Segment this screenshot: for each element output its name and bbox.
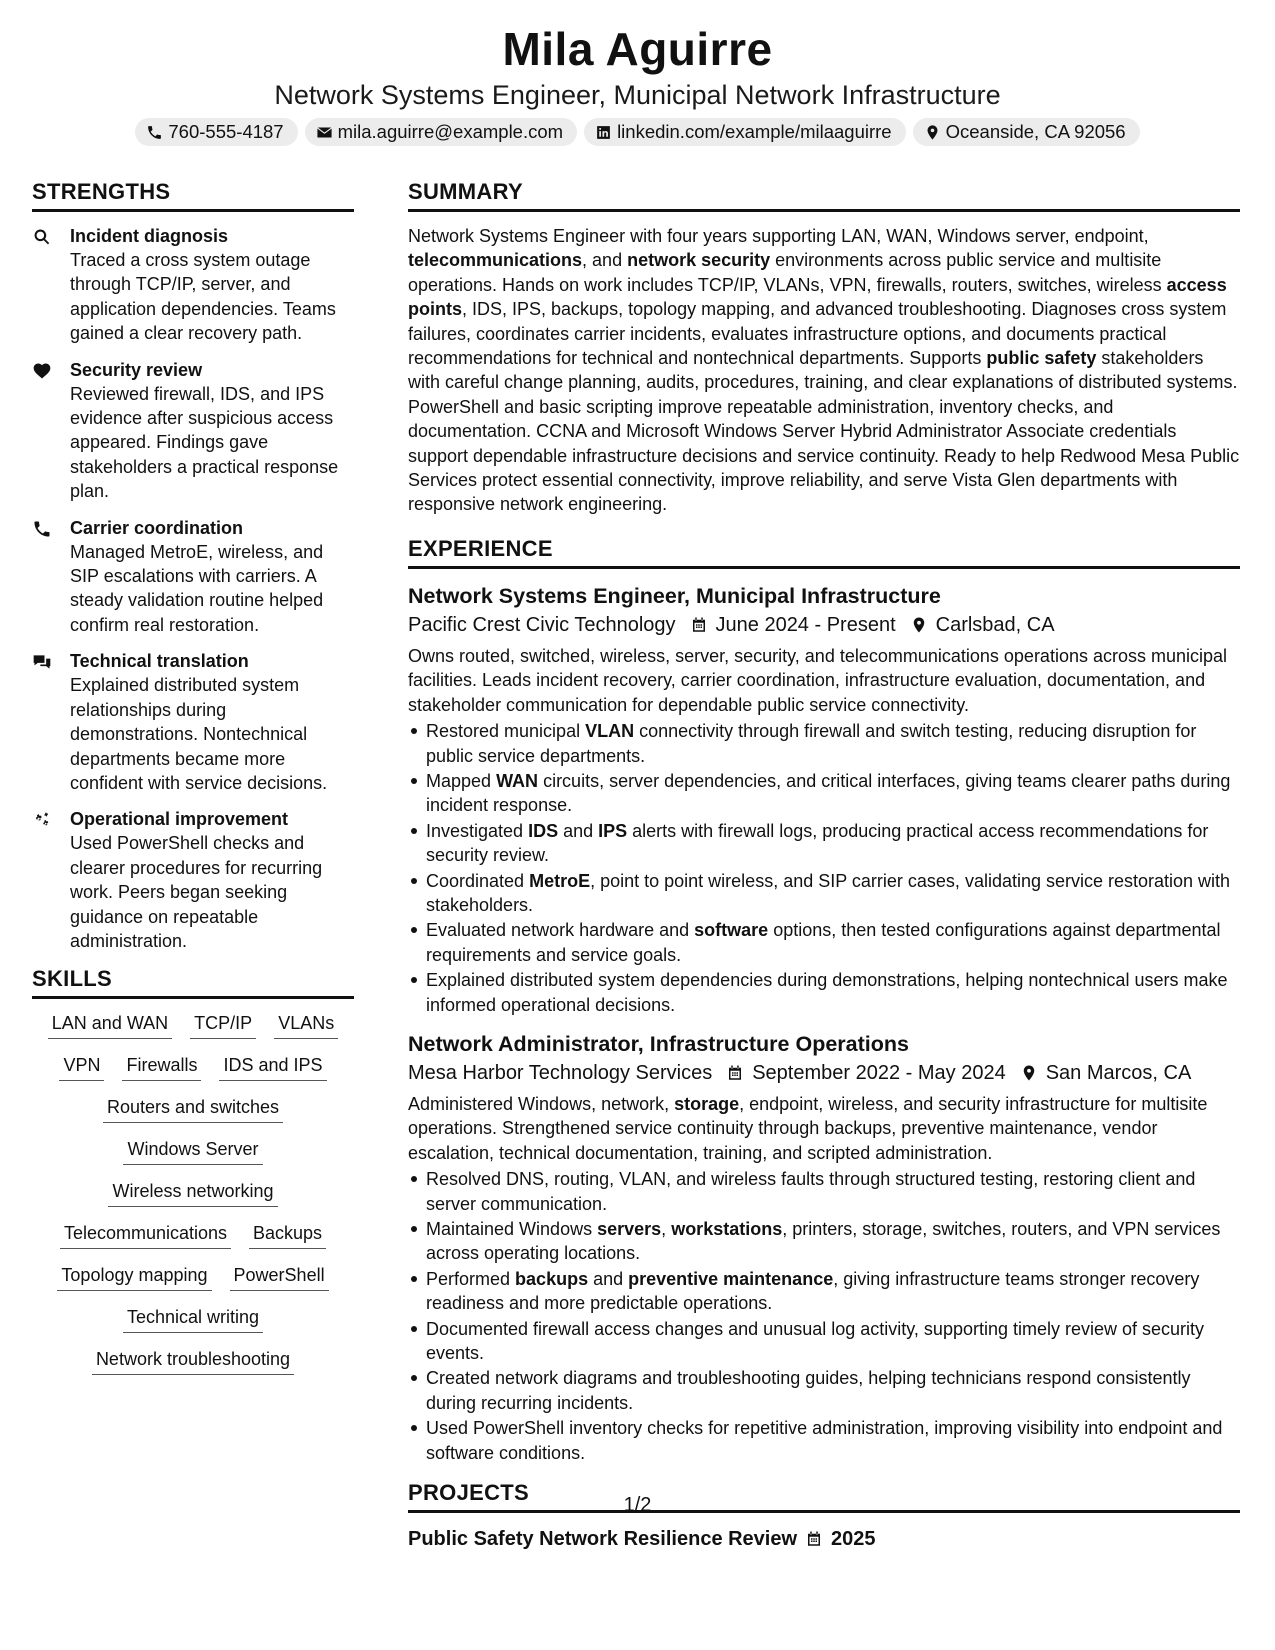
text-segment: , IDS, IPS, backups, topology mapping, and advanced troubleshooting. Diagnoses cross system failures, coordinates carrier incidents, evaluates infrastructure options, and documents practical recommendations for technical and nontechnical departments. Supports <box>408 299 1227 369</box>
text-segment: alerts with firewall logs, producing practical access recommendations for security review. <box>426 820 1209 866</box>
skill-tag: Telecommunications <box>60 1221 231 1249</box>
skill-row <box>32 1305 354 1333</box>
text-segment: Performed <box>426 1268 516 1289</box>
skill-tag: Technical writing <box>123 1305 263 1333</box>
skills-heading: SKILLS <box>32 965 354 999</box>
skill-row <box>32 1263 354 1291</box>
candidate-title: Network Systems Engineer, Municipal Network Infrastructure <box>274 80 1001 110</box>
job-title: Network Administrator, Infrastructure Operations <box>408 1031 909 1056</box>
bold-keyword: network security <box>627 250 771 271</box>
strengths-heading: STRENGTHS <box>32 178 354 212</box>
calendar-icon <box>805 1530 823 1548</box>
bullet-item <box>408 1267 1240 1316</box>
strength-item <box>32 807 354 953</box>
bold-keyword: IPS <box>598 820 628 841</box>
bullet-item <box>408 719 1240 768</box>
strength-desc: Managed MetroE, wireless, and SIP escalations with carriers. A steady validation routine helped confirm real restoration. <box>70 541 324 635</box>
bold-keyword: WAN <box>496 770 539 791</box>
skill-row <box>32 1137 354 1165</box>
bullet-item <box>408 869 1240 918</box>
strength-title: Security review <box>70 359 203 380</box>
strength-title: Operational improvement <box>70 809 289 830</box>
text-segment: Maintained Windows <box>426 1219 598 1239</box>
text-segment: stakeholders with careful change planning, audits, procedures, training, and clear explanations of distributed systems. PowerShell and basic scripting improve repeatable administration, inventory checks, and documentation. CCNA and Microsoft Windows Server Hybrid Administrator Associate credentials support dependable infrastructure decisions and service continuity. Ready to help Redwood Mesa Public Services protect essential connectivity, improve reliability, and serve Vista Glen departments with responsive network engineering. <box>408 348 1240 515</box>
text-segment: environments across public service and multisite operations. Hands on work includes TCP/IP, VLANs, VPN, firewalls, routers, switches, wireless <box>408 250 1167 295</box>
summary-text <box>408 224 1240 517</box>
skill-tag: Windows Server <box>123 1137 262 1165</box>
job-dates-wrap <box>690 611 896 639</box>
right-column <box>408 178 1240 1553</box>
location-icon <box>910 616 928 634</box>
strength-item <box>32 516 354 638</box>
experience-list <box>408 581 1240 1465</box>
bold-keyword: workstations <box>671 1219 783 1239</box>
skill-tag: VLANs <box>274 1011 338 1039</box>
email-icon <box>316 124 333 141</box>
bold-keyword: preventive maintenance <box>628 1268 834 1289</box>
text-segment: Coordinated <box>426 870 530 891</box>
text-segment: Owns routed, switched, wireless, server, security, and telecommunications operations across municipal facilities. Leads incident recovery, carrier coordination, infrastructure evaluation, documentation, and stakeholder communication for dependable public service connectivity. <box>408 645 1228 715</box>
skill-tag: TCP/IP <box>190 1011 256 1039</box>
text-segment: Network Systems Engineer with four years supporting LAN, WAN, Windows server, endpoint, <box>408 226 1149 246</box>
bullet-item <box>408 1167 1240 1216</box>
text-segment: , point to point wireless, and SIP carrier cases, validating service restoration with stakeholders. <box>426 870 1231 915</box>
bold-keyword: public safety <box>986 348 1097 369</box>
job-bullets <box>408 719 1240 1017</box>
candidate-name: Mila Aguirre <box>502 23 773 75</box>
job-location-wrap <box>910 611 1055 639</box>
contact-email[interactable] <box>305 118 577 146</box>
skills-list <box>32 1011 354 1375</box>
contact-bar <box>0 118 1275 146</box>
skill-row <box>32 1053 354 1081</box>
job-intro <box>408 1092 1240 1165</box>
skill-tag: Routers and switches <box>103 1095 283 1123</box>
text-segment: Documented firewall access changes and unusual log activity, supporting timely review of security events. <box>426 1318 1205 1364</box>
skill-row <box>32 1095 354 1123</box>
job-location: Carlsbad, CA <box>935 613 1055 636</box>
skill-tag: LAN and WAN <box>48 1011 172 1039</box>
bullet-item <box>408 1217 1240 1266</box>
bullet-item <box>408 968 1240 1017</box>
contact-location <box>913 118 1140 146</box>
contact-email-text: mila.aguirre@example.com <box>337 121 564 142</box>
projects-heading: PROJECTS <box>408 1479 1240 1513</box>
text-segment: Explained distributed system dependencies during demonstrations, helping nontechnical users make informed operational decisions. <box>426 970 1228 1015</box>
text-segment: Resolved DNS, routing, VLAN, and wireless faults through structured testing, restoring client and server communication. <box>426 1169 1196 1214</box>
skill-row <box>32 1221 354 1249</box>
job-company: Pacific Crest Civic Technology <box>408 613 676 636</box>
skill-row <box>32 1347 354 1375</box>
text-segment: Investigated <box>426 820 529 841</box>
contact-linkedin-text: linkedin.com/example/milaaguirre <box>617 121 892 142</box>
project-title: Public Safety Network Resilience Review <box>408 1528 798 1551</box>
job-dates-wrap <box>726 1059 1006 1087</box>
strength-item <box>32 224 354 346</box>
location-icon <box>1020 1064 1038 1082</box>
text-segment: Restored municipal <box>426 721 586 742</box>
contact-phone-text: 760-555-4187 <box>168 121 284 142</box>
text-segment: , and <box>582 250 628 271</box>
contact-location-text: Oceanside, CA 92056 <box>945 121 1126 142</box>
bold-keyword: storage <box>674 1093 740 1114</box>
bold-keyword: VLAN <box>585 721 635 742</box>
project-item <box>408 1525 1240 1553</box>
skill-row <box>32 1011 354 1039</box>
strength-title: Carrier coordination <box>70 517 244 538</box>
bullet-item <box>408 1366 1240 1415</box>
location-icon <box>924 124 941 141</box>
job-location: San Marcos, CA <box>1045 1061 1192 1084</box>
bold-keyword: MetroE <box>529 870 591 891</box>
calendar-icon <box>690 616 708 634</box>
strength-item <box>32 358 354 504</box>
job-dates: June 2024 - Present <box>715 613 896 636</box>
job-title: Network Systems Engineer, Municipal Infrastructure <box>408 583 941 608</box>
bold-keyword: access points <box>408 274 1227 320</box>
experience-heading: EXPERIENCE <box>408 535 1240 569</box>
text-segment: Used PowerShell inventory checks for repetitive administration, improving visibility into endpoint and software conditions. <box>426 1418 1223 1463</box>
text-segment: connectivity through firewall and switch testing, reducing disruption for public service departments. <box>426 721 1197 766</box>
text-segment: , giving infrastructure teams stronger recovery readiness and more predictable operations. <box>426 1268 1200 1314</box>
job-dates: September 2022 - May 2024 <box>752 1061 1006 1084</box>
contact-phone[interactable] <box>135 118 297 146</box>
job-entry <box>408 1029 1240 1465</box>
resume-header <box>0 22 1275 146</box>
phone-icon <box>32 519 52 539</box>
summary-heading: SUMMARY <box>408 178 1240 212</box>
text-segment: options, then tested configurations against departmental requirements and service goals. <box>426 920 1221 965</box>
job-intro <box>408 644 1240 717</box>
bold-keyword: servers <box>597 1219 662 1239</box>
bullet-item <box>408 1416 1240 1465</box>
gears-icon <box>32 810 52 830</box>
heart-icon <box>32 361 52 381</box>
text-segment: Created network diagrams and troubleshooting guides, helping technicians respond consistently during recurring incidents. <box>426 1368 1191 1413</box>
search-icon <box>32 227 52 247</box>
bullet-item <box>408 769 1240 818</box>
bold-keyword: software <box>694 920 769 941</box>
bullet-item <box>408 1317 1240 1366</box>
linkedin-icon <box>595 124 612 141</box>
text-segment: , printers, storage, switches, routers, and VPN services across operating locations. <box>426 1219 1221 1264</box>
skill-row <box>32 1179 354 1207</box>
job-meta <box>408 1059 1240 1087</box>
skill-tag: VPN <box>59 1053 104 1081</box>
skill-tag: Wireless networking <box>108 1179 277 1207</box>
text-segment: Evaluated network hardware and <box>426 920 695 941</box>
contact-linkedin[interactable] <box>584 118 906 146</box>
text-segment: and <box>588 1268 629 1289</box>
strength-desc: Reviewed firewall, IDS, and IPS evidence after suspicious access appeared. Findings gave stakeholders a practical response plan. <box>70 383 339 502</box>
left-column <box>32 178 354 1389</box>
bold-keyword: backups <box>515 1268 589 1289</box>
text-segment: Administered Windows, network, <box>408 1093 675 1114</box>
job-meta <box>408 611 1240 639</box>
strength-desc: Traced a cross system outage through TCP/IP, server, and application dependencies. Teams gained a clear recovery path. <box>70 250 336 344</box>
comments-icon <box>32 652 52 672</box>
bullet-item <box>408 819 1240 868</box>
bold-keyword: telecommunications <box>408 250 583 271</box>
job-entry <box>408 581 1240 1017</box>
job-company: Mesa Harbor Technology Services <box>408 1061 713 1084</box>
skill-tag: Backups <box>249 1221 326 1249</box>
text-segment: and <box>558 820 599 841</box>
job-location-wrap <box>1020 1059 1192 1087</box>
bullet-item <box>408 918 1240 967</box>
text-segment: , endpoint, wireless, and security infrastructure for multisite operations. Strengthened service continuity through backups, preventive maintenance, vendor escalation, technical documentation, training, and scripted administration. <box>408 1093 1208 1163</box>
job-bullets <box>408 1167 1240 1465</box>
text-segment: circuits, server dependencies, and critical interfaces, giving teams clearer paths during incident response. <box>426 770 1231 816</box>
skill-tag: Network troubleshooting <box>92 1347 294 1375</box>
text-segment: , <box>661 1219 672 1239</box>
skill-tag: Firewalls <box>122 1053 201 1081</box>
project-year: 2025 <box>831 1528 876 1551</box>
strength-desc: Used PowerShell checks and clearer procedures for recurring work. Peers began seeking guidance on repeatable administration. <box>70 833 323 951</box>
skill-tag: Topology mapping <box>57 1263 211 1291</box>
skill-tag: IDS and IPS <box>219 1053 326 1081</box>
skill-tag: PowerShell <box>230 1263 329 1291</box>
phone-icon <box>146 124 163 141</box>
page-number: 1/2 <box>623 1494 652 1516</box>
strength-item <box>32 649 354 795</box>
strength-title: Incident diagnosis <box>70 226 229 246</box>
calendar-icon <box>726 1064 744 1082</box>
text-segment: Mapped <box>426 770 497 791</box>
bold-keyword: IDS <box>528 820 559 841</box>
strength-title: Technical translation <box>70 651 249 672</box>
strength-desc: Explained distributed system relationships during demonstrations. Nontechnical departments became more confident with service decisions. <box>70 675 328 793</box>
